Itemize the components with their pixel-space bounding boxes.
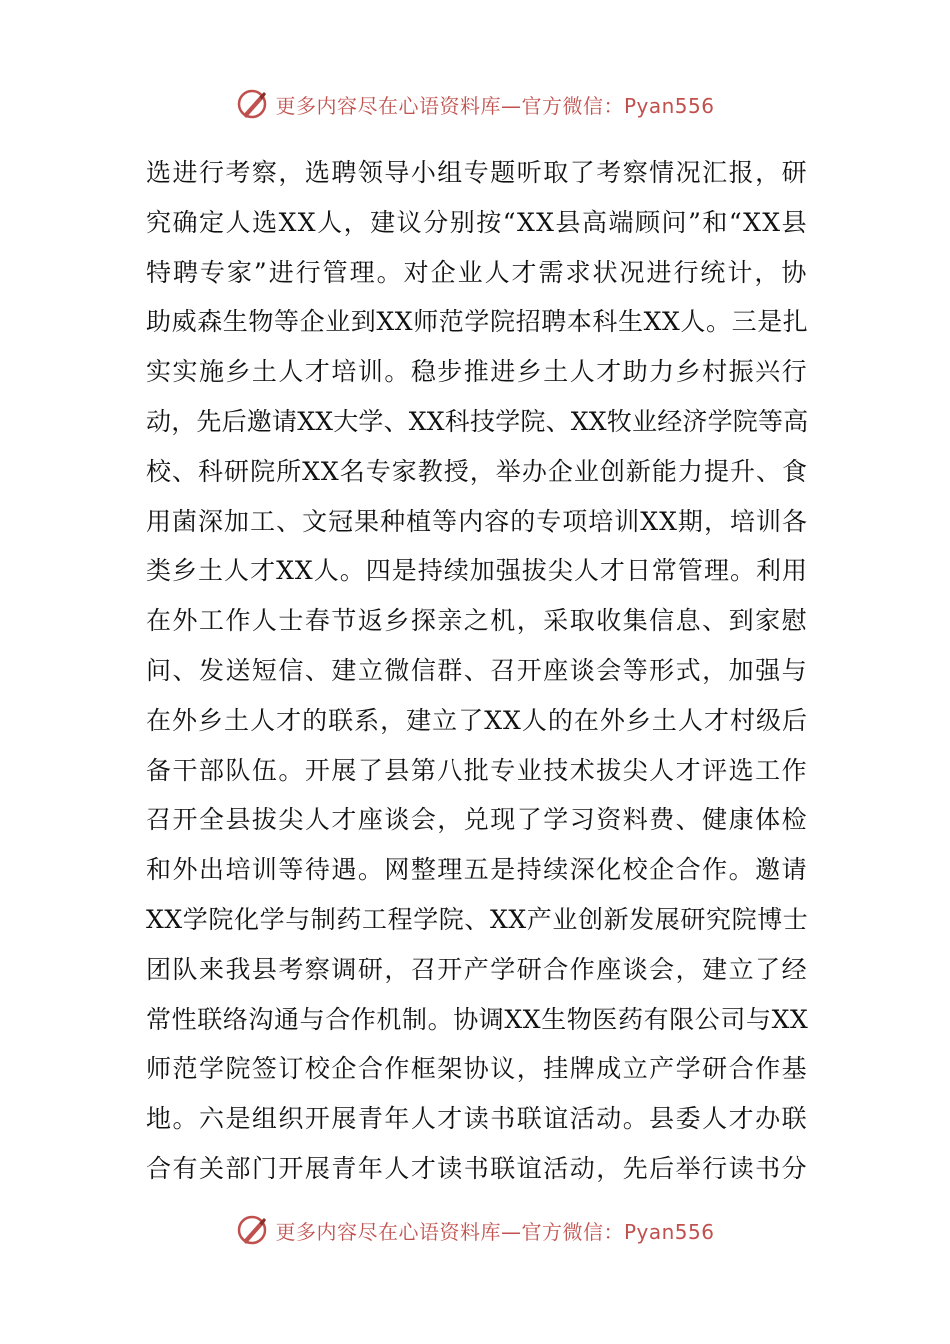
body-line: 召开全县拔尖人才座谈会，兑现了学习资料费、健康体检: [146, 805, 808, 835]
body-line: 特聘专家”进行管理。对企业人才需求状况进行统计，协: [146, 257, 808, 287]
pen-ring-logo-icon: [235, 87, 269, 121]
body-line: 备干部队伍。开展了县第八批专业技术拔尖人才评选工作: [146, 755, 808, 785]
body-line: 究确定人选XX人，建议分别按“XX县高端顾问”和“XX县: [146, 207, 808, 237]
body-line: 地。六是组织开展青年人才读书联谊活动。县委人才办联: [146, 1104, 808, 1134]
body-line: 校、科研院所XX名专家教授，举办企业创新能力提升、食: [146, 456, 808, 486]
header-banner: [0, 84, 950, 124]
body-line: 助威森生物等企业到XX师范学院招聘本科生XX人。三是扎: [146, 307, 809, 337]
body-line: XX学院化学与制药工程学院、XX产业创新发展研究院博士: [146, 904, 809, 934]
document-body: [146, 148, 808, 1194]
body-line: 师范学院签订校企合作框架协议，挂牌成立产学研合作基: [146, 1054, 808, 1084]
body-line: 和外出培训等待遇。网整理五是持续深化校企合作。邀请: [146, 855, 808, 885]
body-line: 用菌深加工、文冠果种植等内容的专项培训XX期，培训各: [146, 506, 808, 536]
header-banner-text: 更多内容尽在心语资料库—官方微信：Pyan556: [275, 93, 715, 118]
body-line: 常性联络沟通与合作机制。协调XX生物医药有限公司与XX: [146, 1004, 809, 1034]
footer-banner: [0, 1210, 950, 1250]
body-line: 实实施乡土人才培训。稳步推进乡土人才助力乡村振兴行: [146, 357, 808, 387]
body-line: 选进行考察，选聘领导小组专题听取了考察情况汇报，研: [146, 158, 808, 187]
pen-ring-logo-icon: [235, 1213, 269, 1247]
body-line: 合有关部门开展青年人才读书联谊活动，先后举行读书分: [146, 1153, 808, 1183]
body-line: 动，先后邀请XX大学、XX科技学院、XX牧业经济学院等高: [146, 406, 809, 436]
body-line: 团队来我县考察调研，召开产学研合作座谈会，建立了经: [146, 954, 808, 984]
footer-banner-text: 更多内容尽在心语资料库—官方微信：Pyan556: [275, 1219, 715, 1244]
body-line: 在外工作人士春节返乡探亲之机，采取收集信息、到家慰: [146, 606, 808, 636]
body-line: 类乡土人才XX人。四是持续加强拔尖人才日常管理。利用: [146, 556, 808, 586]
body-line: 问、发送短信、建立微信群、召开座谈会等形式，加强与: [146, 655, 808, 685]
body-line: 在外乡土人才的联系，建立了XX人的在外乡土人才村级后: [146, 705, 808, 735]
